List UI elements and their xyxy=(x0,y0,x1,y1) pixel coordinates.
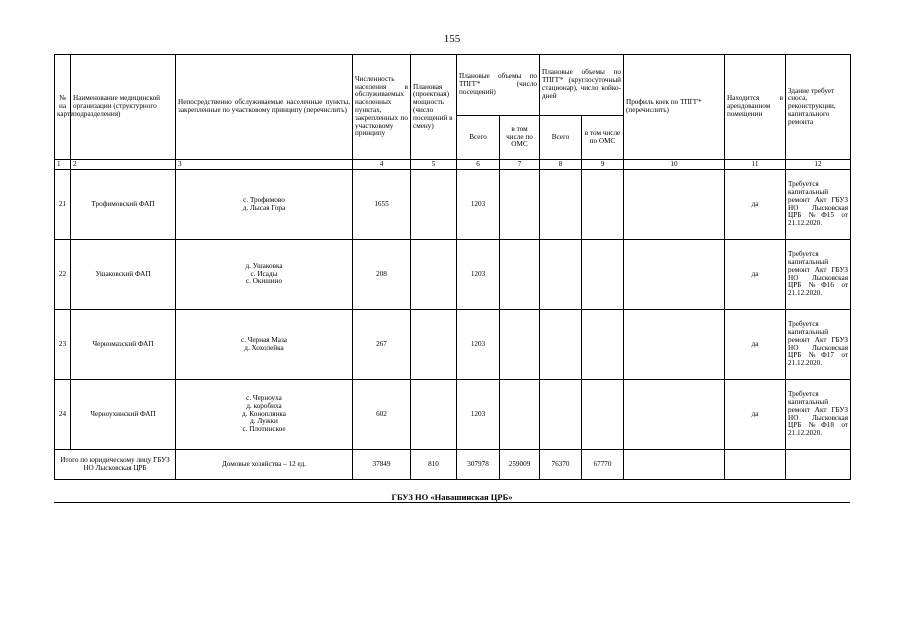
header-beds-total: Всего xyxy=(540,116,582,160)
beds-total xyxy=(540,310,582,380)
capacity xyxy=(411,240,457,310)
page-number: 155 xyxy=(443,33,461,45)
total-bed-days-oms: 67770 xyxy=(582,450,624,480)
header-planned-bed-days: Плановые объемы по ТПГГ* (круглосуточный стационар), число койко-дней xyxy=(540,55,624,116)
total-rented xyxy=(725,450,786,480)
header-organization: Наименование медицинской организации (структурного подразделения) xyxy=(71,55,176,160)
visits-oms xyxy=(500,240,540,310)
bed-profile xyxy=(624,240,725,310)
capacity xyxy=(411,380,457,450)
map-number: 23 xyxy=(55,310,71,380)
bed-profile xyxy=(624,170,725,240)
map-number: 24 xyxy=(55,380,71,450)
column-number: 5 xyxy=(411,160,457,170)
header-beds-oms: в том числе по ОМС xyxy=(582,116,624,160)
beds-oms xyxy=(582,380,624,450)
column-number: 3 xyxy=(176,160,353,170)
bed-profile xyxy=(624,380,725,450)
header-population: Численность населения в обслуживаемых населенных пунктах, закрепленных по участковому принципу xyxy=(353,55,411,160)
total-population: 37849 xyxy=(353,450,411,480)
header-planned-visits: Плановые объемы по ТПГГ* (число посещений) xyxy=(457,55,540,116)
header-visits-oms: в том числе по ОМС xyxy=(500,116,540,160)
rented: да xyxy=(725,310,786,380)
rented: да xyxy=(725,380,786,450)
building-state: Требуется капитальный ремонт Акт ГБУЗ НО Лысковская ЦРБ №Ф17 от 21.12.2020. xyxy=(786,310,851,380)
organization-name: Трофимовский ФАП xyxy=(71,170,176,240)
column-number: 12 xyxy=(786,160,851,170)
visits-total: 1203 xyxy=(457,240,500,310)
beds-oms xyxy=(582,170,624,240)
column-number: 2 xyxy=(71,160,176,170)
visits-total: 1203 xyxy=(457,380,500,450)
map-number: 22 xyxy=(55,240,71,310)
population: 1655 xyxy=(353,170,411,240)
map-number: 21 xyxy=(55,170,71,240)
facilities-table xyxy=(54,54,851,480)
total-visits-oms: 259009 xyxy=(500,450,540,480)
column-number: 4 xyxy=(353,160,411,170)
beds-oms xyxy=(582,240,624,310)
table-row xyxy=(55,240,851,310)
column-number: 11 xyxy=(725,160,786,170)
organization-name: Ушаковский ФАП xyxy=(71,240,176,310)
column-number: 8 xyxy=(540,160,582,170)
total-capacity: 810 xyxy=(411,450,457,480)
header-bed-profile: Профиль коек по ТПГГ* (перечислить) xyxy=(624,55,725,160)
population: 602 xyxy=(353,380,411,450)
beds-oms xyxy=(582,310,624,380)
rented: да xyxy=(725,240,786,310)
table-row xyxy=(55,170,851,240)
total-visits: 307978 xyxy=(457,450,500,480)
footer-divider xyxy=(54,502,850,503)
total-building-state xyxy=(786,450,851,480)
column-number: 1 xyxy=(55,160,71,170)
header-building-state: Здание требует сноса, реконструкции, капитального ремонта xyxy=(786,55,851,160)
settlements: с. Черноуха д. коробиха д. Коноплянка д. Лужки с. Плотинское xyxy=(176,380,353,450)
capacity xyxy=(411,170,457,240)
table-row xyxy=(55,380,851,450)
column-number: 7 xyxy=(500,160,540,170)
rented: да xyxy=(725,170,786,240)
total-bed-profile xyxy=(624,450,725,480)
building-state: Требуется капитальный ремонт Акт ГБУЗ НО Лысковская ЦРБ №Ф16 от 21.12.2020. xyxy=(786,240,851,310)
settlements: д. Ушаковка с. Исады с. Окишино xyxy=(176,240,353,310)
population: 267 xyxy=(353,310,411,380)
column-number-row xyxy=(55,160,851,170)
total-settlements: Домовые хозяйства – 12 ед. xyxy=(176,450,353,480)
bed-profile xyxy=(624,310,725,380)
header-settlements: Непосредственно обслуживаемые населенные пункты, закрепленные по участковому принципу (перечислить) xyxy=(176,55,353,160)
building-state: Требуется капитальный ремонт Акт ГБУЗ НО Лысковская ЦРБ №Ф18 от 21.12.2020. xyxy=(786,380,851,450)
section-title: ГБУЗ НО «Навашинская ЦРБ» xyxy=(391,492,513,502)
column-number: 6 xyxy=(457,160,500,170)
visits-oms xyxy=(500,380,540,450)
beds-total xyxy=(540,240,582,310)
column-number: 10 xyxy=(624,160,725,170)
organization-name: Черноухинский ФАП xyxy=(71,380,176,450)
header-rented: Находится в арендованном помещении xyxy=(725,55,786,160)
settlements: с. Трофимово д. Лысая Гора xyxy=(176,170,353,240)
header-visits-total: Всего xyxy=(457,116,500,160)
total-label: Итого по юридическому лицу ГБУЗ НО Лысковская ЦРБ xyxy=(55,450,176,480)
visits-total: 1203 xyxy=(457,170,500,240)
visits-oms xyxy=(500,170,540,240)
population: 208 xyxy=(353,240,411,310)
beds-total xyxy=(540,170,582,240)
header-capacity: Плановая (проектная) мощность (число посещений в смену) xyxy=(411,55,457,160)
header-map-number: № на карте xyxy=(55,55,71,160)
building-state: Требуется капитальный ремонт Акт ГБУЗ НО Лысковская ЦРБ №Ф15 от 21.12.2020. xyxy=(786,170,851,240)
column-number: 9 xyxy=(582,160,624,170)
table-row xyxy=(55,310,851,380)
settlements: с. Черная Маза д. Хохолейка xyxy=(176,310,353,380)
visits-oms xyxy=(500,310,540,380)
capacity xyxy=(411,310,457,380)
total-bed-days: 76370 xyxy=(540,450,582,480)
visits-total: 1203 xyxy=(457,310,500,380)
total-row xyxy=(55,450,851,480)
beds-total xyxy=(540,380,582,450)
organization-name: Черномазский ФАП xyxy=(71,310,176,380)
